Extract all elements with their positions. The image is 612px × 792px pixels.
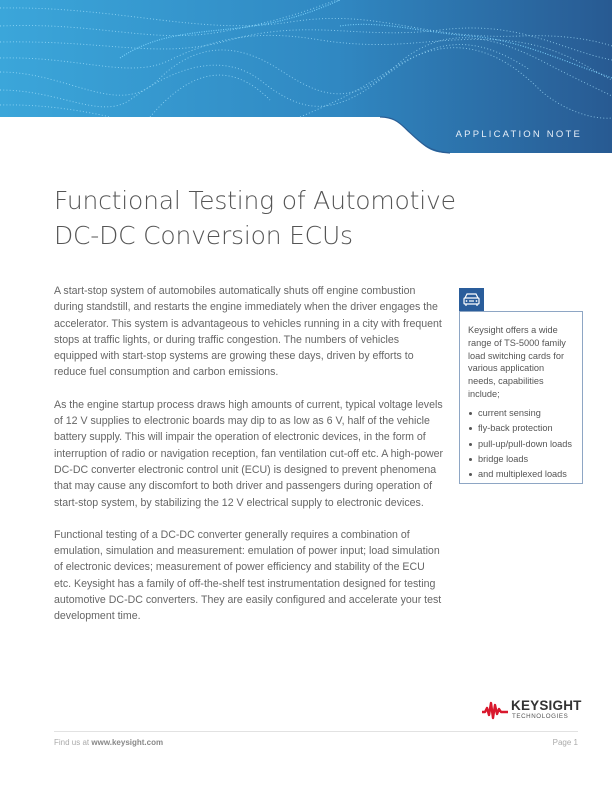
list-item: current sensing [468, 407, 574, 420]
list-item: and multiplexed loads [468, 468, 574, 481]
paragraph: A start-stop system of automobiles automatically shuts off engine combustion during standstill, and restarts the engine immediately when the driver engages the accelerator. This system is advantageous to vehicles running in a city with frequent stops at traffic lights, or during traffic congestion. The numbers of vehicles equipped with start-stop systems are growing these days, driven by efforts to reduce fuel consumption and carbon emissions. [54, 285, 442, 379]
logo-subtitle: TECHNOLOGIES [512, 713, 569, 720]
footer-url-link[interactable]: www.keysight.com [91, 738, 164, 747]
logo-wordmark: KEYSIGHT [511, 698, 582, 713]
footer-divider [54, 731, 578, 732]
body-text [54, 283, 444, 641]
car-icon [459, 288, 484, 311]
keysight-wave-icon [481, 699, 509, 721]
sidebar-callout [459, 311, 583, 484]
list-item: fly-back protection [468, 422, 574, 435]
list-item: bridge loads [468, 453, 574, 466]
paragraph: Functional testing of a DC-DC converter generally requires a combination of emulation, simulation and measurement: emulation of power input; load simulation of electronic devices; measurement of power efficiency and stability of the ECU etc. Keysight has a family of off-the-shelf test instrumentation designed for testing automotive DC-DC converters. They are easily configured and accelerate your test development time. [54, 528, 442, 623]
callout-intro: Keysight offers a wide range of TS-5000 family load switching cards for various application needs, capabilities include; [468, 325, 566, 399]
list-item: pull-up/pull-down loads [468, 438, 574, 451]
paragraph: As the engine startup process draws high amounts of current, typical voltage levels of 12 V supplies to electronic boards may dip to as low as 6 V, half of the vehicle battery supply. This will impair the operation of electronic devices, in the form of interruption of radio or navigation reception, fan ventilation cut-off etc. A high-power DC-DC converter electronic control unit (ECU) is designed to prevent phenomena that may cause any discomfort to both driver and passengers during operation of start-stop system, by stabilizing the 12 V electrical supply to electronic devices. [54, 398, 444, 509]
page-title [54, 183, 474, 253]
footer-prefix: Find us at [54, 738, 90, 747]
title-line-1: Functional Testing of Automotive [54, 186, 456, 215]
document-type-label: APPLICATION NOTE [455, 129, 582, 140]
title-line-2: DC-DC Conversion ECUs [54, 221, 353, 250]
header-banner [0, 0, 612, 160]
capabilities-list [468, 407, 574, 481]
footer-find-us [54, 738, 163, 747]
keysight-logo [481, 698, 591, 722]
page-number: Page 1 [552, 738, 578, 747]
